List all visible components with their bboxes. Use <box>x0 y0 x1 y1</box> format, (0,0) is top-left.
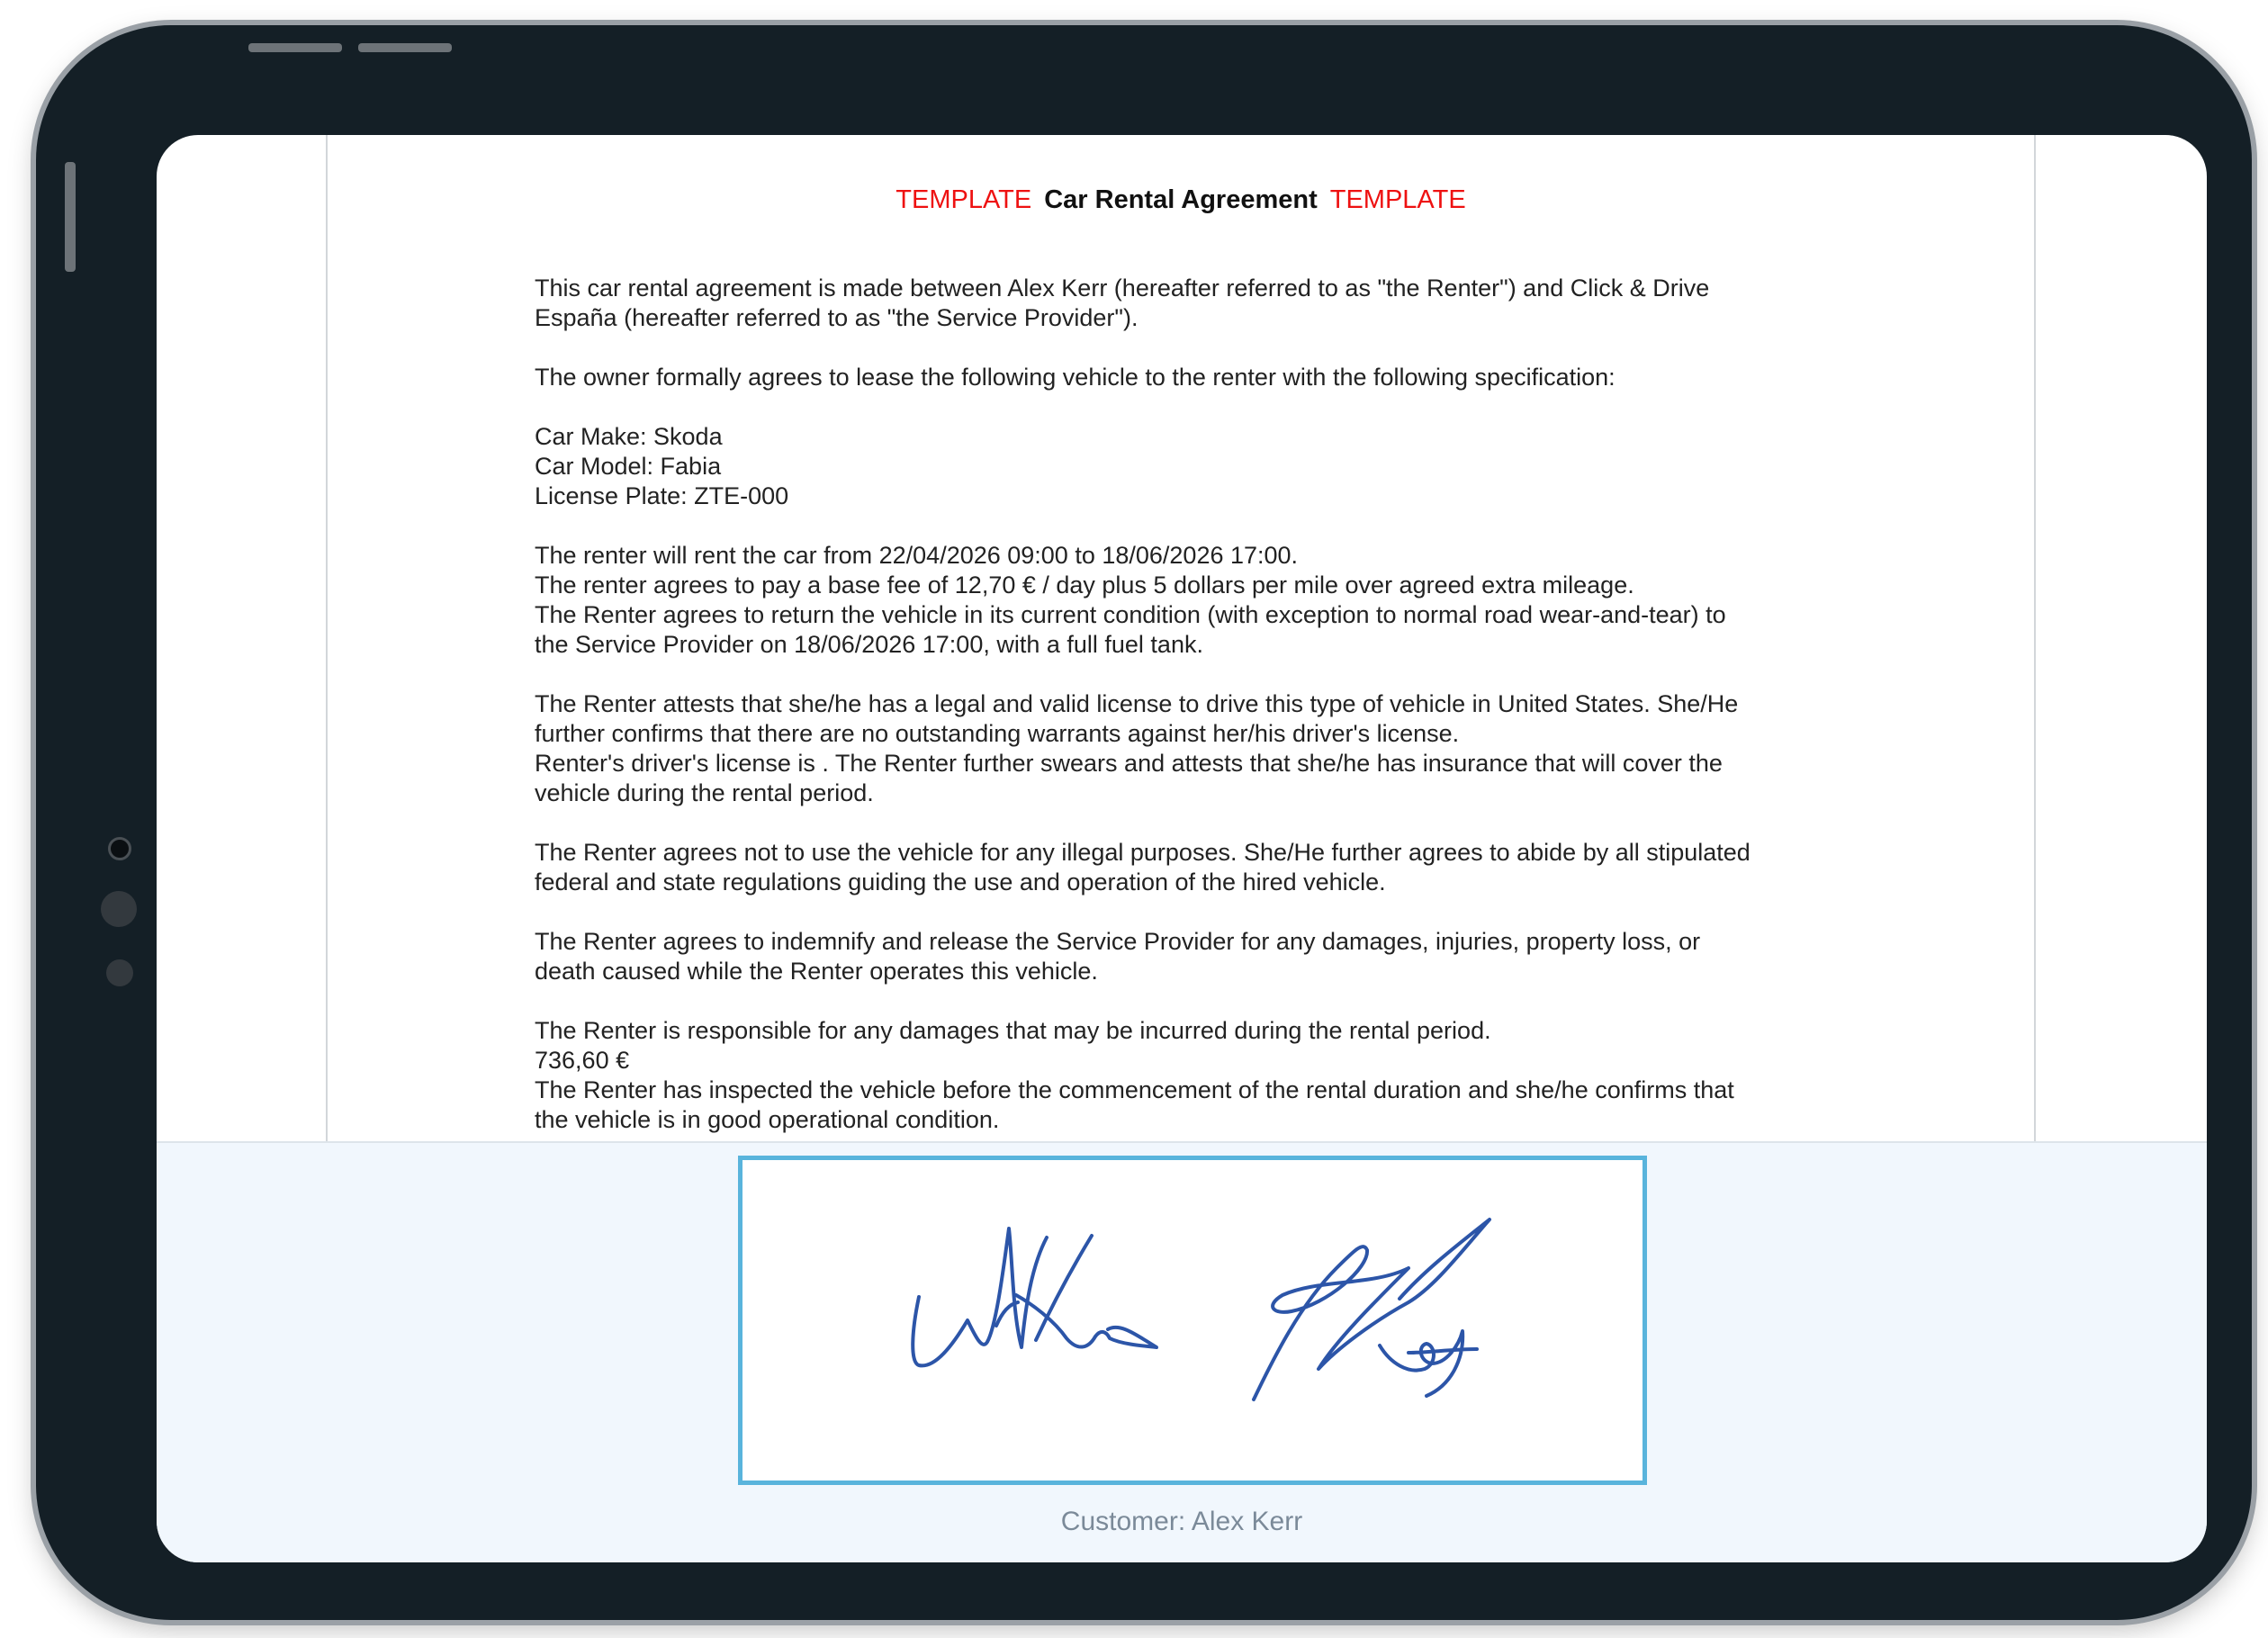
camera-icon <box>108 837 131 860</box>
tablet-screen <box>157 135 2207 1562</box>
agreement-paragraph <box>535 274 1849 333</box>
paragraph-line: the Service Provider on 18/06/2026 17:00, with a full fuel tank. <box>535 631 1203 658</box>
agreement-paragraph <box>535 1016 1849 1135</box>
signature-area <box>157 1141 2207 1562</box>
agreement-paragraph <box>535 927 1849 986</box>
paragraph-line: The Renter has inspected the vehicle before the commencement of the rental duration and she/he confirms that <box>535 1076 1734 1103</box>
paragraph-line: further confirms that there are no outstanding warrants against her/his driver's license. <box>535 720 1460 747</box>
paragraph-line: The Renter agrees not to use the vehicle for any illegal purposes. She/He further agrees to abide by all stipulated <box>535 839 1750 866</box>
document-title-text: Car Rental Agreement <box>1044 185 1318 214</box>
paragraph-line: Renter's driver's license is . The Renter further swears and attests that she/he has insurance that will cover the <box>535 750 1723 777</box>
agreement-paragraph <box>535 422 1849 511</box>
signature-caption: Customer: Alex Kerr <box>1060 1507 1303 1536</box>
power-button <box>65 162 76 272</box>
volume-button <box>248 43 342 52</box>
paragraph-line: The Renter attests that she/he has a legal and valid license to drive this type of vehicle in United States. She/He <box>535 690 1739 717</box>
template-tag-right: TEMPLATE <box>1329 185 1466 214</box>
signature-stroke <box>1016 1236 1156 1347</box>
paragraph-line: España (hereafter referred to as "the Service Provider"). <box>535 304 1138 331</box>
volume-button <box>358 43 452 52</box>
paragraph-line: This car rental agreement is made between Alex Kerr (hereafter referred to as "the Renter") and Click & Drive <box>535 274 1710 302</box>
paragraph-line: the vehicle is in good operational condition. <box>535 1106 1000 1133</box>
paragraph-line: Car Make: Skoda <box>535 423 723 450</box>
document-title <box>328 185 2034 215</box>
template-tag-left: TEMPLATE <box>896 185 1032 214</box>
paragraph-line: The Renter agrees to return the vehicle in its current condition (with exception to normal road wear-and-tear) to <box>535 601 1726 628</box>
tablet-frame <box>36 25 2252 1620</box>
agreement-paragraph <box>535 838 1849 897</box>
signature-stroke <box>1380 1331 1477 1396</box>
paragraph-line: License Plate: ZTE-000 <box>535 482 789 509</box>
agreement-document[interactable] <box>326 135 2036 1141</box>
paragraph-line: 736,60 € <box>535 1047 630 1074</box>
paragraph-line: federal and state regulations guiding the use and operation of the hired vehicle. <box>535 868 1386 896</box>
paragraph-line: The Renter is responsible for any damages that may be incurred during the rental period. <box>535 1017 1491 1044</box>
paragraph-line: The renter agrees to pay a base fee of 12,70 € / day plus 5 dollars per mile over agreed extra mileage. <box>535 572 1634 598</box>
paragraph-line: The Renter agrees to indemnify and release the Service Provider for any damages, injuries, property loss, or <box>535 928 1701 955</box>
paragraph-line: death caused while the Renter operates this vehicle. <box>535 958 1098 985</box>
paragraph-line: vehicle during the rental period. <box>535 779 874 806</box>
signature-stroke <box>913 1228 1047 1365</box>
document-body <box>535 274 1849 1165</box>
sensor-icon <box>106 959 133 986</box>
signature-pad[interactable] <box>738 1156 1647 1485</box>
paragraph-line: The owner formally agrees to lease the following vehicle to the renter with the following specification: <box>535 364 1616 391</box>
signature-ink <box>742 1160 1642 1480</box>
agreement-paragraph <box>535 541 1849 660</box>
sensor-icon <box>101 891 137 927</box>
agreement-paragraph <box>535 363 1849 392</box>
agreement-paragraph <box>535 689 1849 808</box>
paragraph-line: Car Model: Fabia <box>535 453 722 480</box>
paragraph-line: The renter will rent the car from 22/04/2026 09:00 to 18/06/2026 17:00. <box>535 542 1299 569</box>
